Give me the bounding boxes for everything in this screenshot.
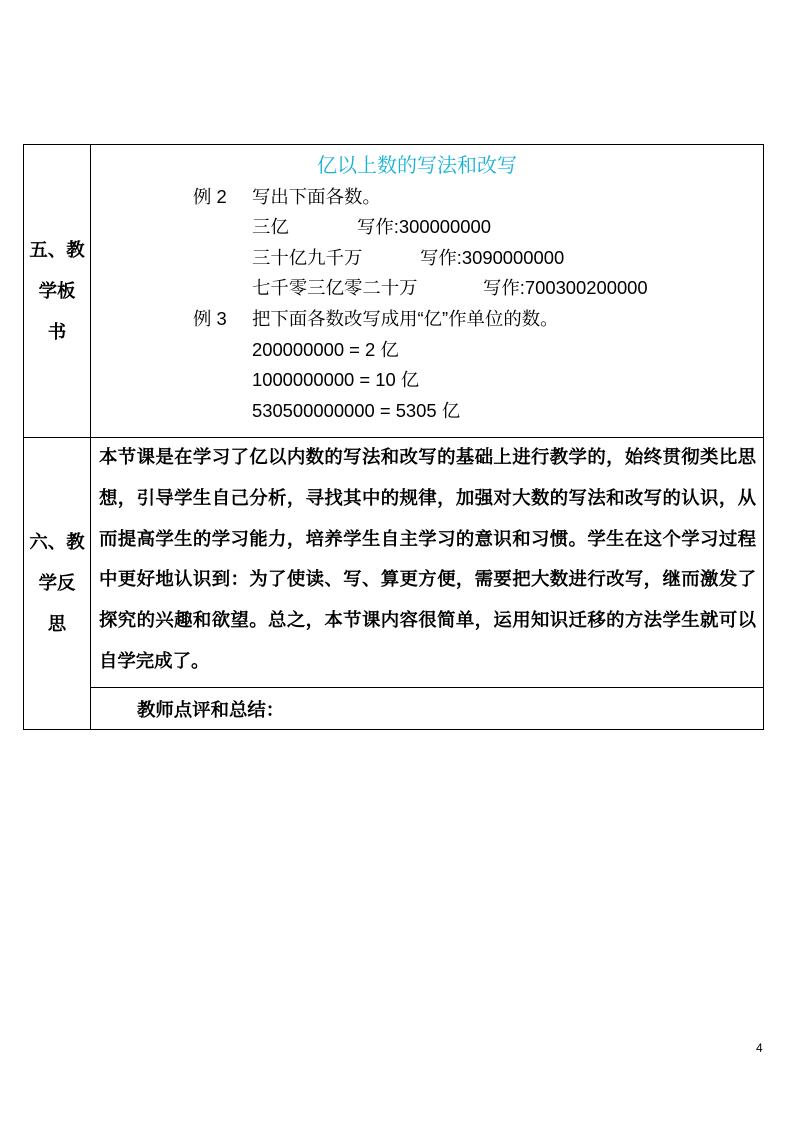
item-written: 写作:300000000 — [357, 216, 491, 238]
board-content — [91, 145, 763, 426]
board-content-cell — [91, 145, 764, 438]
board-label-line: 书 — [47, 321, 67, 343]
reflection-line: 本节课是在学习了亿以内数的写法和改写的基础上进行教学的，始终贯彻类比思 — [99, 447, 756, 468]
example-2-item — [91, 243, 763, 274]
reflection-label-line: 思 — [47, 614, 67, 635]
item-written: 写作:3090000000 — [420, 246, 565, 268]
board-row — [24, 145, 764, 438]
board-label-cell — [24, 145, 91, 438]
review-row — [24, 688, 764, 730]
reflection-line: 想，引导学生自己分析，寻找其中的规律，加强对大数的写法和改写的认识，从 — [99, 487, 756, 509]
example-2-label: 例 2 — [193, 185, 227, 207]
example-2-item — [91, 212, 763, 243]
board-label-line: 五、教 — [29, 239, 85, 261]
reflection-label-line: 六、教 — [29, 532, 85, 553]
review-label: 教师点评和总结： — [91, 688, 764, 730]
example-2-line — [91, 182, 763, 213]
reflection-line: 而提高学生的学习能力，培养学生自主学习的意识和习惯。学生在这个学习过程 — [99, 528, 756, 550]
reflection-line: 自学完成了。 — [99, 650, 210, 672]
reflection-row — [24, 438, 764, 688]
reflection-label-line: 学反 — [38, 573, 76, 594]
page-number: 4 — [756, 1041, 763, 1055]
reflection-line: 中更好地认识到：为了使读、写、算更方便，需要把大数进行改写，继而激发了 — [99, 569, 756, 591]
example-3-label: 例 3 — [193, 307, 227, 329]
item-written: 写作:700300200000 — [483, 277, 648, 299]
lesson-table — [23, 144, 764, 730]
example-2-instruction: 写出下面各数。 — [252, 185, 381, 207]
item-words: 三亿 — [252, 216, 289, 238]
item-words: 七千零三亿零二十万 — [252, 277, 418, 299]
reflection-line: 探究的兴趣和欲望。总之，本节课内容很简单，运用知识迁移的方法学生就可以 — [99, 610, 756, 632]
board-title: 亿以上数的写法和改写 — [317, 155, 517, 177]
board-label-line: 学板 — [38, 280, 76, 302]
example-3-line — [91, 304, 763, 335]
item-words: 三十亿九千万 — [252, 246, 363, 268]
reflection-content-cell — [91, 438, 764, 688]
example-2-item — [91, 273, 763, 304]
example-3-conversion: 1000000000 = 10 亿 — [252, 369, 420, 391]
reflection-label-cell — [24, 438, 91, 730]
example-3-conversion: 200000000 = 2 亿 — [252, 338, 399, 360]
example-3-instruction: 把下面各数改写成用“亿”作单位的数。 — [252, 307, 559, 329]
example-3-conversion: 530500000000 = 5305 亿 — [252, 399, 461, 421]
